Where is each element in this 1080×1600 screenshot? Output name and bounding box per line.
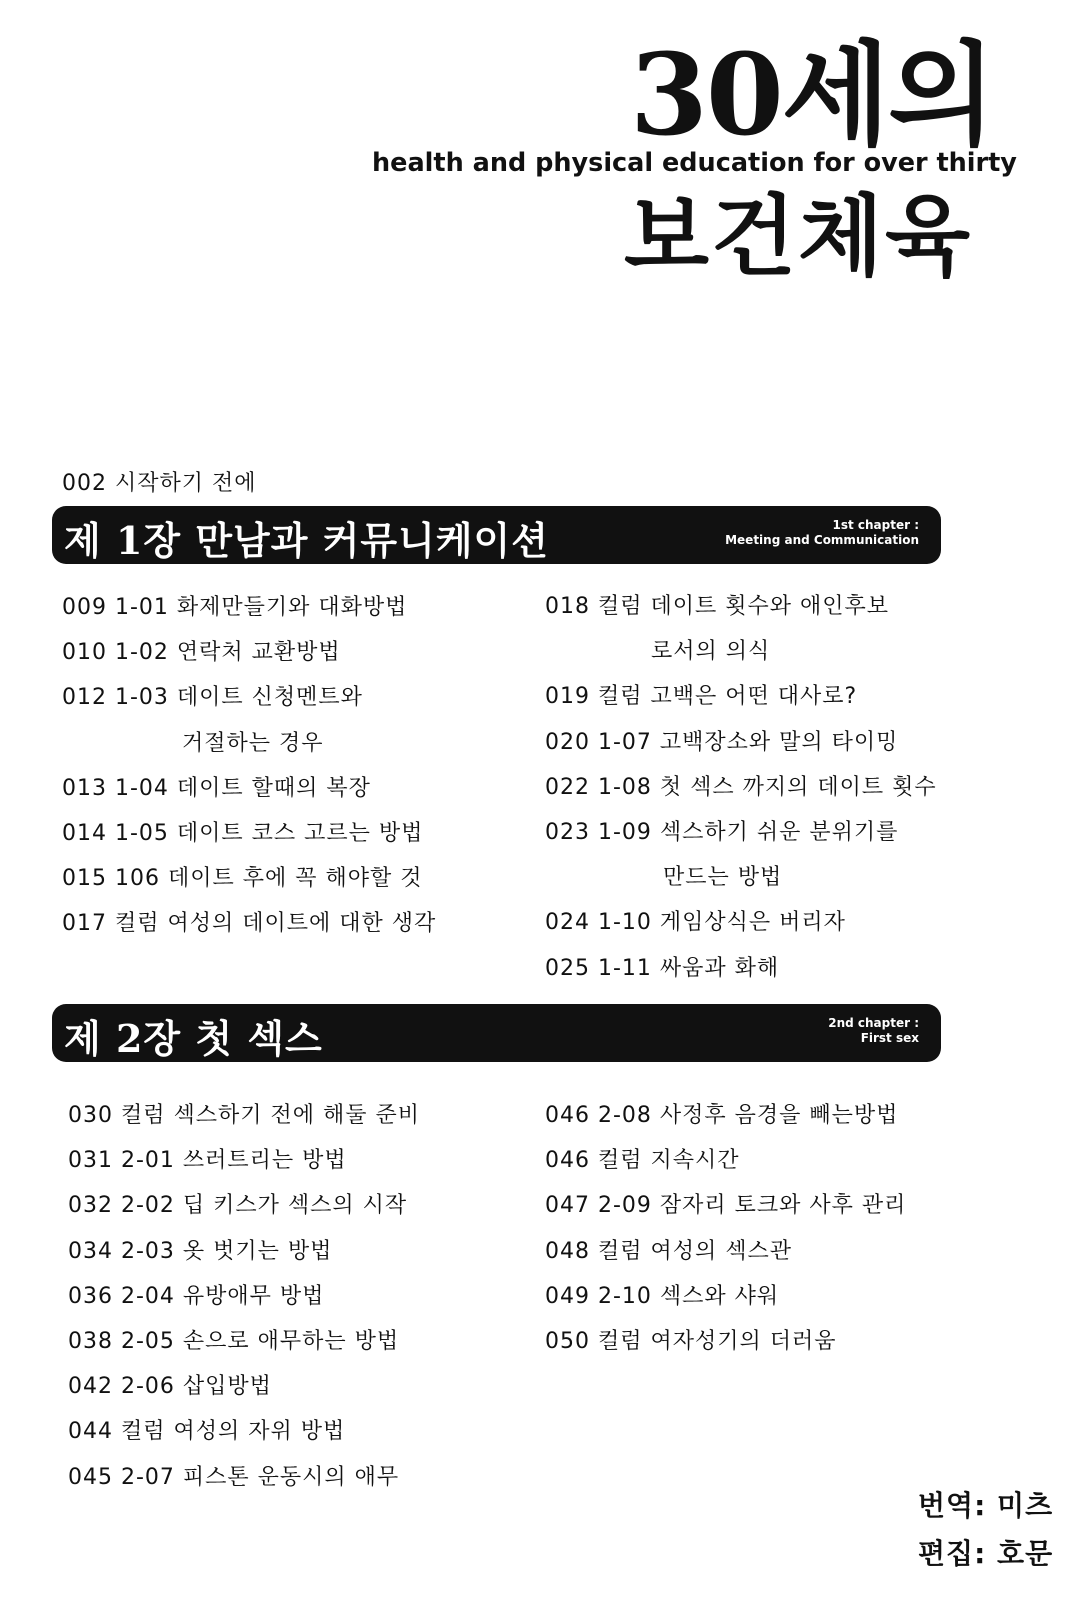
toc-entry: 020 1-07 고백장소와 말의 타이밍 [545,729,899,755]
chapter-1-left-column [62,585,436,947]
toc-entry: 019 컬럼 고백은 어떤 대사로? [545,684,858,710]
chapter-2-title: 제 2장 첫 섹스 [64,1016,323,1061]
credit-translation: 번역: 미츠 [918,1489,1054,1522]
toc-entry: 050 컬럼 여자성기의 더러움 [545,1328,837,1354]
chapter-1-title: 제 1장 만남과 커뮤니케이션 [64,518,549,563]
book-subtitle-english: health and physical education for over thirty [372,148,1017,178]
chapter-1-subtitle-line2: Meeting and Communication [725,533,919,547]
chapter-2-left-column [68,1093,420,1500]
toc-entry: 023 1-09 섹스하기 쉬운 분위기를 [545,819,899,845]
credits [918,1482,1053,1578]
toc-entry: 015 106 데이트 후에 꼭 해야할 것 [62,866,423,892]
toc-entry: 038 2-05 손으로 애무하는 방법 [68,1328,400,1354]
toc-entry: 046 2-08 사정후 음경을 빼는방법 [545,1103,899,1128]
toc-entry: 044 컬럼 여성의 자위 방법 [68,1419,346,1445]
chapter-1-right-column [545,584,937,991]
toc-entry: 009 1-01 화제만들기와 대화방법 [62,595,408,620]
toc-entry: 034 2-03 옷 벗기는 방법 [68,1238,333,1264]
toc-entry: 014 1-05 데이트 코스 고르는 방법 [62,820,424,846]
chapter-2-subtitle [828,1016,919,1046]
toc-entry: 024 1-10 게임상식은 버리자 [545,910,846,936]
toc-entry: 030 컬럼 섹스하기 전에 해둘 준비 [68,1103,420,1128]
toc-intro-entry: 002 시작하기 전에 [62,471,257,496]
toc-entry: 047 2-09 잠자리 토크와 사후 관리 [545,1193,907,1219]
toc-entry: 025 1-11 싸움과 화해 [545,955,780,981]
chapter-2-banner [52,1004,941,1062]
chapter-2-subtitle-line2: First sex [860,1031,919,1045]
chapter-1-banner [52,506,941,564]
toc-entry: 048 컬럼 여성의 섹스관 [545,1238,792,1264]
toc-entry: 013 1-04 데이트 할때의 복장 [62,775,371,801]
chapter-1-subtitle [725,518,919,548]
chapter-1-subtitle-line1: 1st chapter : [832,518,919,532]
toc-entry-continuation: 거절하는 경우 [182,730,324,756]
toc-entry: 031 2-01 쓰러트리는 방법 [68,1148,347,1174]
book-title-korean: 보건체육 [624,184,973,288]
toc-entry: 046 컬럼 지속시간 [545,1148,740,1174]
credit-editing: 편집: 호문 [918,1537,1054,1570]
toc-entry: 017 컬럼 여성의 데이트에 대한 생각 [62,911,437,937]
toc-entry: 036 2-04 유방애무 방법 [68,1283,325,1309]
toc-entry: 018 컬럼 데이트 횟수와 애인후보 [545,594,889,619]
toc-entry: 010 1-02 연락처 교환방법 [62,640,341,666]
toc-entry: 012 1-03 데이트 신청멘트와 [62,685,363,711]
toc-entry: 042 2-06 삽입방법 [68,1374,272,1400]
toc-entry: 032 2-02 딥 키스가 섹스의 시작 [68,1193,408,1219]
toc-entry-continuation: 로서의 의식 [651,639,771,665]
chapter-2-right-column [545,1093,906,1364]
book-title-number: 30세의 [630,30,995,161]
toc-entry: 049 2-10 섹스와 샤워 [545,1283,780,1309]
toc-entry: 045 2-07 피스톤 운동시의 애무 [68,1464,400,1490]
toc-entry: 022 1-08 첫 섹스 까지의 데이트 횟수 [545,774,937,800]
toc-entry-continuation: 만드는 방법 [663,865,783,891]
chapter-2-subtitle-line1: 2nd chapter : [828,1016,919,1030]
